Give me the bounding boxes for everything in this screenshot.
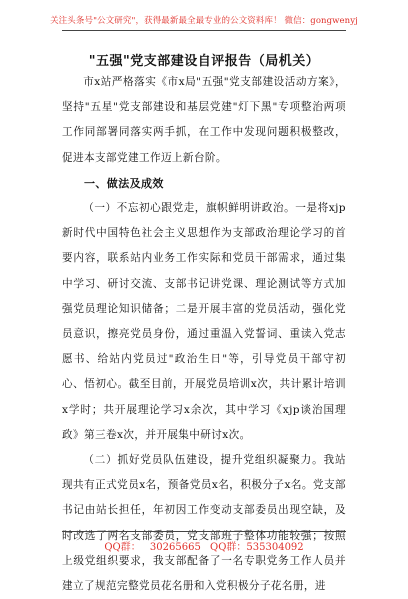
- intro-paragraph: 市x站严格落实《市x局"五强"党支部建设活动方案》，坚持"五星"党支部建设和基层党建"灯下黑"专项整治两项工作同部署同落实两手抓，在工作中发现问题积极整改，促进本支部党建工作迈上新台阶。: [62, 76, 346, 164]
- header-note: 关注头条号"公文研究"，获得最新最全最专业的公文资料库！ 微信：gongwenyj: [50, 16, 358, 26]
- footer-divider: [62, 531, 346, 532]
- footer-note: QQ群： 30265665 QQ群：535304092: [104, 542, 304, 553]
- document-title: "五强"党支部建设自评报告（局机关）: [88, 54, 320, 69]
- body-paragraph: （二）抓好党员队伍建设，提升党组织凝聚力。我站现共有正式党员x名，预备党员x名，积极分子x名。党支部书记由站长担任，年初因工作变动支部委员出现空缺，及时改选了两名支部委员，党支部班子整体功能较强；按照上级党组织要求，我支部配备了一名专职党务工作人员并建立了规范完整党员花名册和入党积极分子花名册，进: [62, 454, 346, 593]
- header-divider: [62, 30, 346, 31]
- document-body: [62, 70, 346, 599]
- section-heading: 一、做法及成效: [84, 176, 164, 190]
- body-paragraph: （一）不忘初心跟党走，旗帜鲜明讲政治。一是将xjp新时代中国特色社会主义思想作为支部政治理论学习的首要内容，联系站内业务工作实际和党员干部需求，通过集中学习、研讨交流、支部书记讲党课、理论测试等方式加强党员理论知识储备；二是开展丰富的党员活动，强化党员意识，擦亮党员身份，通过重温入党誓词、重读入党志愿书、给站内党员过"政治生日"等，引导党员干部守初心、悟初心。截至目前，开展党员培训x次，共计累计培训x学时；共开展理论学习x余次，其中学习《xjp谈治国理政》第三卷x次，并开展集中研讨x次。: [62, 202, 346, 441]
